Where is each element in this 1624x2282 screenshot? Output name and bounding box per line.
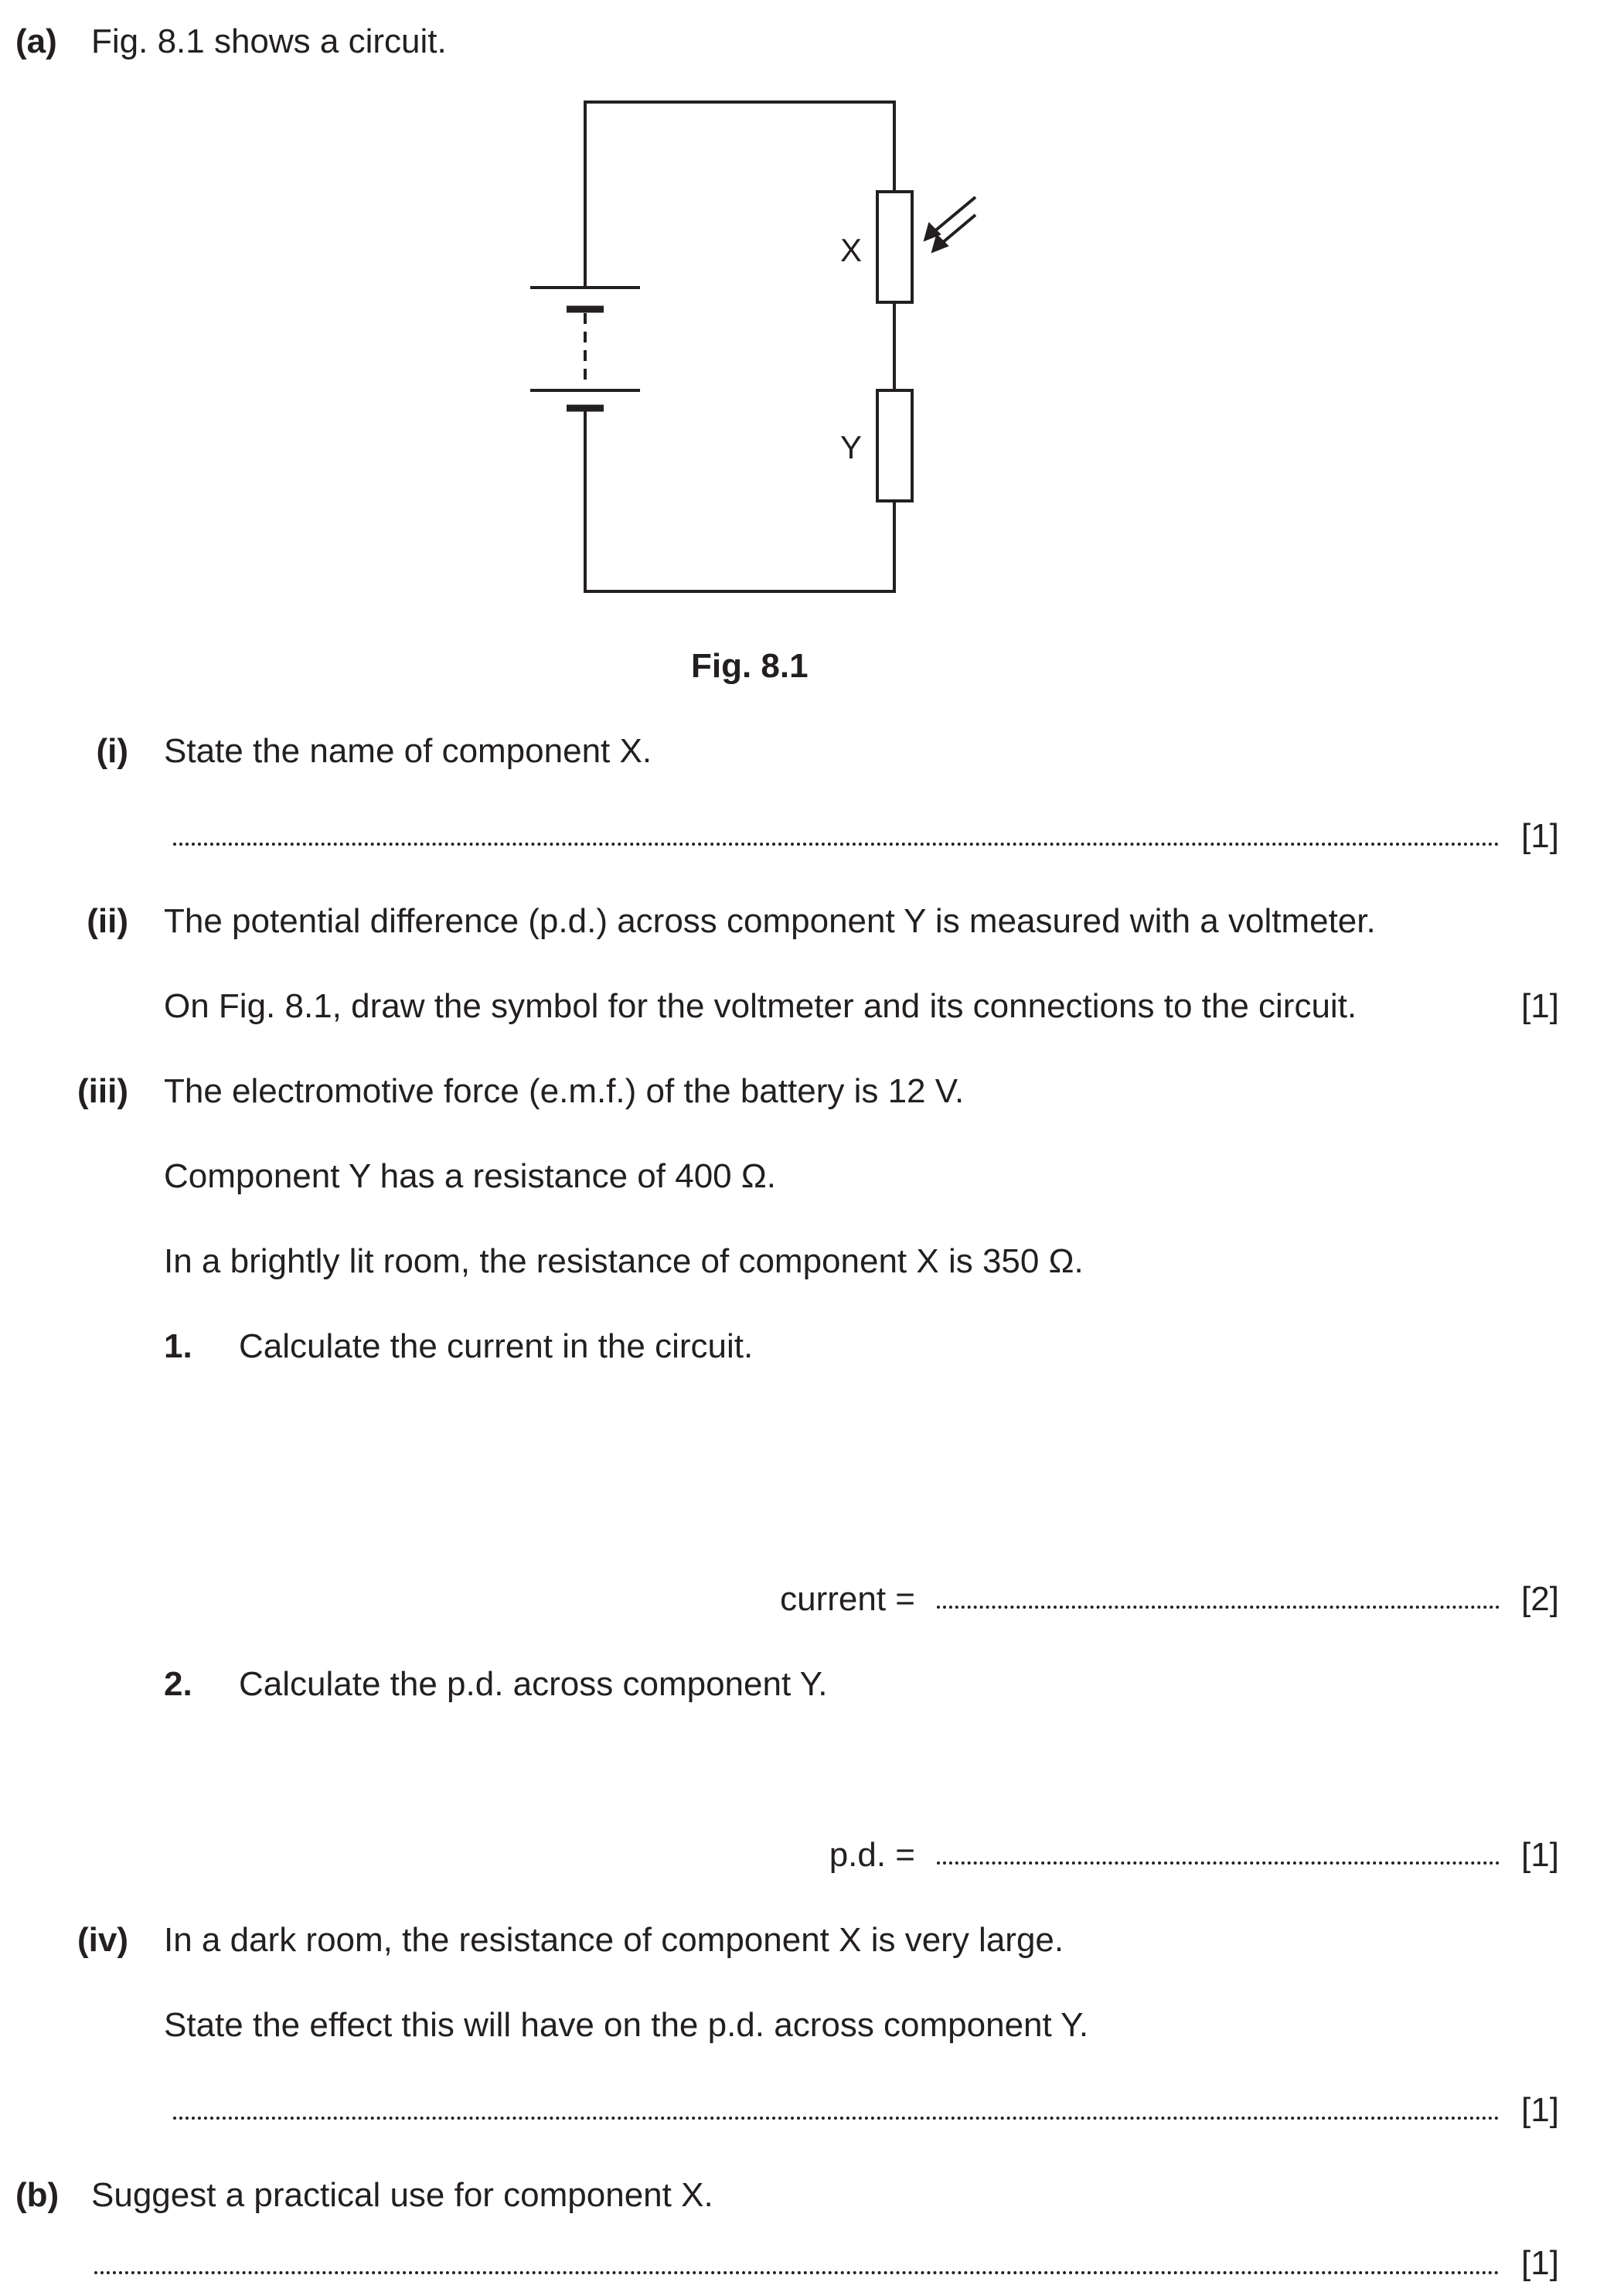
q-ii-text-1: The potential difference (p.d.) across component Y is measured with a voltmeter. (164, 902, 1376, 940)
current-answer-line[interactable] (937, 1606, 1500, 1609)
q-iii-text-2: Component Y has a resistance of 400 Ω. (164, 1157, 776, 1195)
q-iii-2-marks: [1] (1521, 1836, 1559, 1874)
pd-answer-label: p.d. = (829, 1836, 915, 1874)
q-iv-text-1: In a dark room, the resistance of component X is very large. (164, 1921, 1064, 1959)
part-a-intro: Fig. 8.1 shows a circuit. (91, 22, 447, 60)
q-iii-text-1: The electromotive force (e.m.f.) of the battery is 12 V. (164, 1072, 965, 1110)
q-iii-2-text: Calculate the p.d. across component Y. (239, 1665, 828, 1703)
q-ii-label: (ii) (87, 902, 128, 940)
part-b-marks: [1] (1521, 2244, 1559, 2282)
light-arrows-icon (924, 197, 975, 252)
component-y-resistor (877, 390, 912, 501)
figure-caption: Fig. 8.1 (691, 647, 809, 685)
q-iii-1-marks: [2] (1521, 1580, 1559, 1618)
q-iii-2-number: 2. (164, 1665, 192, 1703)
component-y-label: Y (840, 429, 863, 465)
q-i-text: State the name of component X. (164, 732, 652, 770)
q-ii-marks: [1] (1521, 987, 1559, 1025)
q-iii-1-text: Calculate the current in the circuit. (239, 1327, 754, 1365)
q-iv-answer-line[interactable] (173, 2117, 1500, 2120)
part-b-label: (b) (15, 2176, 60, 2214)
current-answer-label: current = (780, 1580, 915, 1618)
q-iii-text-3: In a brightly lit room, the resistance of component X is 350 Ω. (164, 1242, 1084, 1280)
part-b-answer-line[interactable] (94, 2271, 1500, 2274)
part-a-label: (a) (15, 22, 57, 60)
part-b-text: Suggest a practical use for component X. (91, 2176, 713, 2214)
q-iv-label: (iv) (77, 1921, 128, 1959)
component-x-ldr (877, 192, 912, 302)
circuit-diagram (0, 0, 1624, 618)
q-i-label: (i) (96, 732, 128, 770)
q-i-marks: [1] (1521, 817, 1559, 855)
component-x-label: X (840, 232, 863, 268)
battery-symbol (530, 288, 640, 408)
q-iii-label: (iii) (77, 1072, 128, 1110)
q-iv-text-2: State the effect this will have on the p.d. across component Y. (164, 2006, 1089, 2044)
q-i-answer-line[interactable] (173, 843, 1500, 846)
pd-answer-line[interactable] (937, 1861, 1500, 1865)
q-iii-1-number: 1. (164, 1327, 192, 1365)
q-iv-marks: [1] (1521, 2091, 1559, 2129)
q-ii-text-2: On Fig. 8.1, draw the symbol for the voltmeter and its connections to the circuit. (164, 987, 1357, 1025)
